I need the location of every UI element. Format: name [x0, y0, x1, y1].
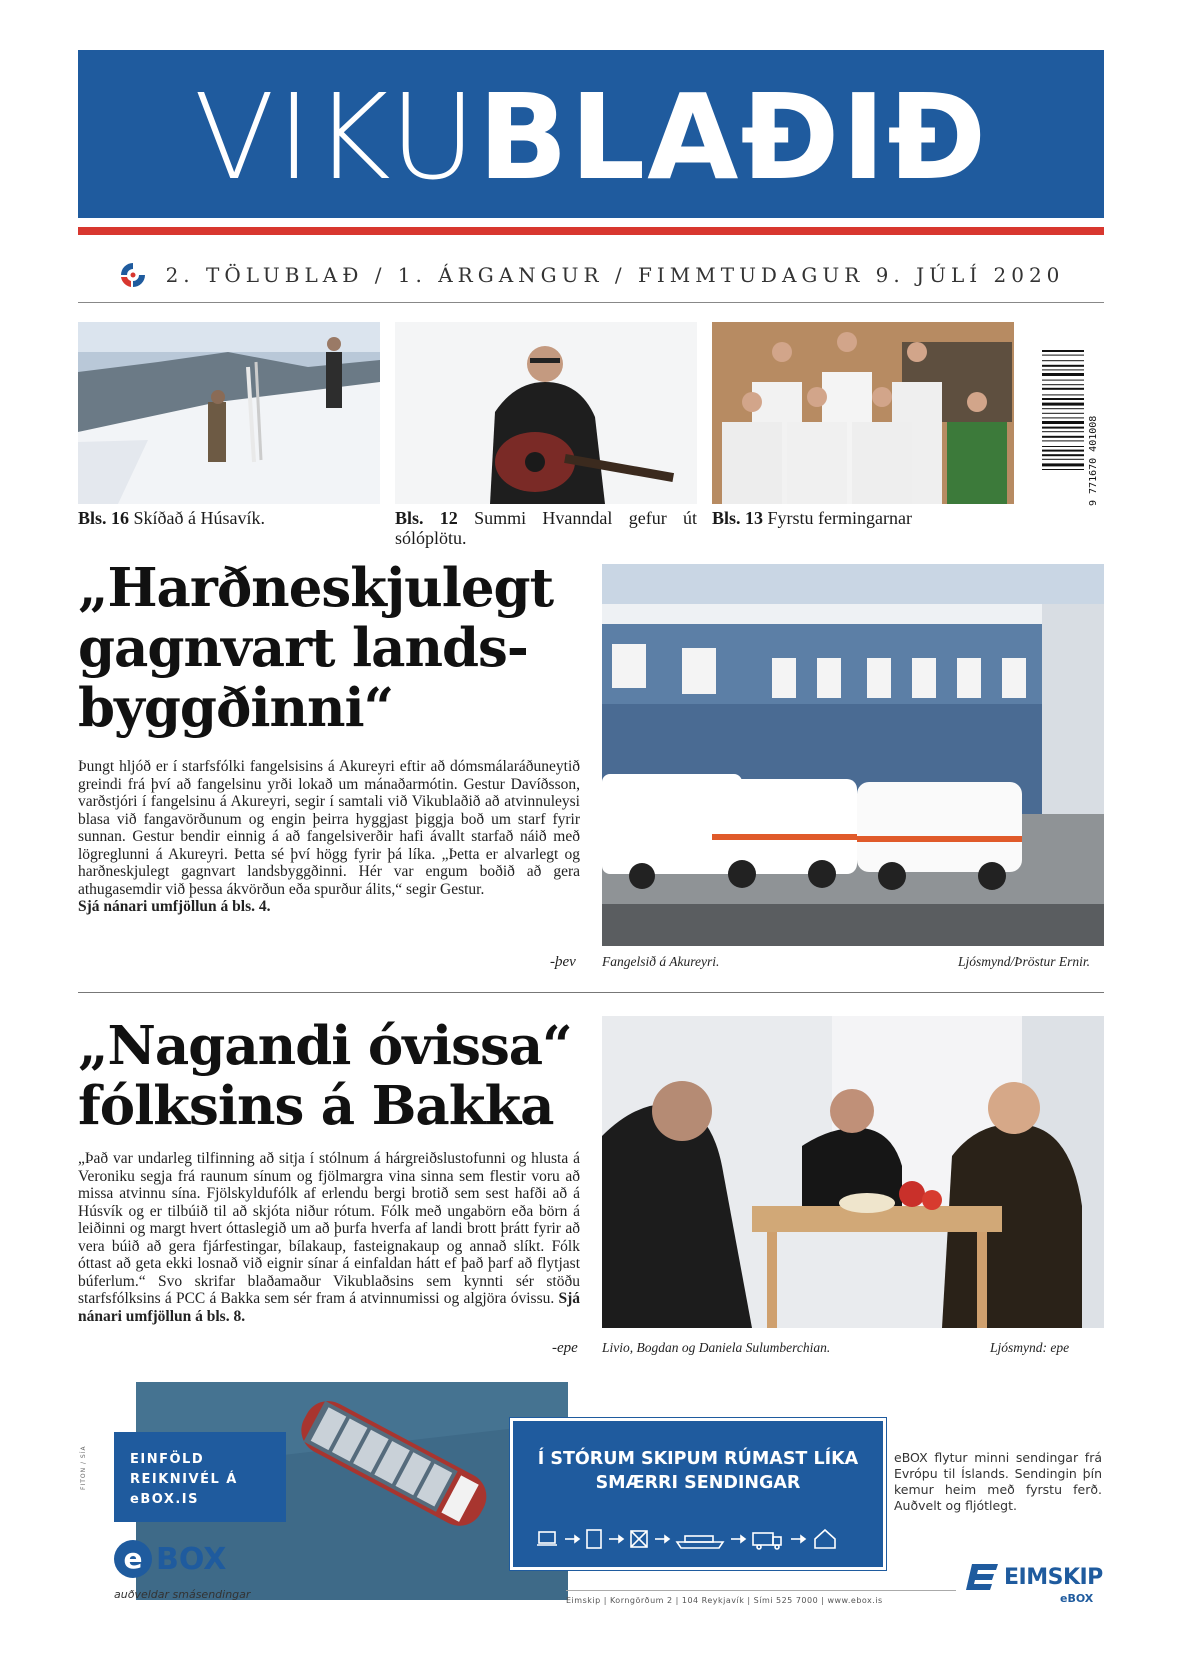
masthead-red-rule: [78, 227, 1104, 235]
barcode-number: 9 771670 401008: [1088, 415, 1099, 506]
story2-more: Sjá nánari umfjöllun á bls. 8.: [78, 1290, 580, 1325]
teaser-caption-3-page: Bls. 13: [712, 508, 764, 528]
story1-photo-prison: [602, 564, 1104, 946]
calculator-icon: [587, 1530, 601, 1548]
teaser-caption-1-text: Skíðað á Húsavík.: [129, 508, 265, 528]
story1-headline-line: „Harðneskjulegt: [78, 557, 554, 619]
story2-photo-credit: Ljósmynd: epe: [990, 1340, 1070, 1355]
ebox-logo-word: BOX: [156, 1541, 227, 1577]
story1-headline: [78, 558, 598, 738]
ad-center-heading: [513, 1447, 883, 1495]
story1-headline-line: byggðinni“: [78, 677, 394, 739]
masthead: [78, 50, 1104, 218]
masthead-title-light: VIKU: [193, 68, 478, 206]
ad-ebox-logo: [114, 1540, 226, 1578]
ship-icon: [677, 1542, 723, 1548]
ad-footer: Eimskip | Korngörðum 2 | 104 Reykjavík | Sími 525 7000 | www.ebox.is: [566, 1596, 883, 1605]
ad-calculator-panel[interactable]: [114, 1432, 286, 1522]
ad-center-panel: [510, 1418, 886, 1570]
story1-byline: -þev: [550, 954, 576, 970]
issue-rule: [78, 302, 1104, 303]
home-icon: [815, 1530, 835, 1548]
teaser-photo-confirmation: [712, 322, 1014, 504]
story1-body: [78, 758, 580, 916]
teaser-caption-2-text: Summi Hvanndal gefur út sólóplötu.: [395, 508, 697, 548]
story1-photo-caption: Fangelsið á Akureyri.: [602, 954, 720, 969]
ad-center-heading-line-2: SMÆRRI SENDINGAR: [595, 1473, 801, 1493]
issue-text: 2. TÖLUBLAÐ / 1. ÁRGANGUR / FIMMTUDAGUR 9. JÚLÍ 2020: [165, 263, 1065, 287]
barcode-image: [1040, 348, 1102, 508]
truck-icon: [753, 1533, 773, 1545]
teaser-caption-3: [712, 508, 1014, 528]
story2-headline-line: „Nagandi óvissa“: [78, 1015, 572, 1077]
story2-headline-line: fólksins á Bakka: [78, 1075, 554, 1137]
story1-more: Sjá nánari umfjöllun á bls. 4.: [78, 898, 271, 915]
story1-headline-line: gagnvart lands-: [78, 617, 528, 679]
ad-center-heading-line-1: Í STÓRUM SKIPUM RÚMAST LÍKA: [537, 1449, 859, 1469]
story1-body-text: Þungt hljóð er í starfsfólki fangelsisins á Akureyri eftir að dómsmálaráðuneytið greindi frá því að fangelsinu yrði lokað um mánaðarmótin. Gestur Davíðsson, varðstjóri í fangelsinu á Akureyri, segir í samtali við Vikublaðið að atvinnuleysi blasa við fangavörðunum og engin þeirra hyggjast þiggja boð um starf fyrir sunnan. Gestur bendir einnig á að fangelsiverðir hafi ávallt starfað náið með lögreglunni á Akureyri. Þetta sé því högg fyrir þá líka. „Þetta er alvarlegt og harðneskjulegt gagnvart landsbyggðinni. Hér var engum boðið að gera athugasemdir við þessa ákvörðun eða spurður álits,“ segir Gestur.: [78, 758, 580, 898]
story2-headline: [78, 1016, 598, 1136]
ebox-logo-icon: e: [114, 1540, 152, 1578]
laptop-icon: [539, 1532, 555, 1543]
story1-photo-credit: Ljósmynd/Þröstur Ernir.: [958, 954, 1091, 969]
issue-line: [78, 260, 1104, 290]
story2-photo-caption: Livio, Bogdan og Daniela Sulumberchian.: [602, 1340, 831, 1355]
story2-photo-family: [602, 1016, 1104, 1328]
teaser-caption-1: [78, 508, 380, 528]
ad-footer-rule: [566, 1590, 956, 1591]
ad-description: eBOX flytur minni sendingar frá Evrópu til Íslands. Sendingin þín kemur heim með fyrstu ferð. Auðvelt og fljótlegt.: [894, 1450, 1102, 1513]
eimskip-logo-icon: [966, 1562, 1000, 1592]
ad-process-flow: [537, 1527, 865, 1551]
newspaper-logo-icon: [118, 260, 148, 290]
teaser-caption-3-text: Fyrstu fermingarnar: [763, 508, 912, 528]
ad-calculator-text: EINFÖLD REIKNIVÉL Á eBOX.IS: [130, 1452, 238, 1507]
ad-side-text: FITON / SÍA: [80, 1445, 87, 1490]
story2-body: [78, 1150, 580, 1325]
eimskip-logo-text: EIMSKIP: [1004, 1564, 1103, 1590]
eimskip-logo: [966, 1562, 1103, 1592]
story2-byline: -epe: [552, 1340, 578, 1356]
section-divider: [78, 992, 1104, 993]
ad-tagline: auðveldar smásendingar: [114, 1588, 251, 1601]
teaser-photo-musician: [395, 322, 697, 504]
story2-body-text: „Það var undarleg tilfinning að sitja í stólnum á hárgreiðslustofunni og hlusta á Veroniku segja frá raunum sínum og fjölmargra vina sinna sem flestir voru að missa atvinnu sína. Fjölskyldufólk af erlendu bergi brotið sem sest hafði að á Húsvík og er tilbúið til að skjóta niður rótum. Fólk með ungabörn eða börn á leiðinni og margt hvert óttaslegið um að þurfa hverfa af landi brott þrátt fyrir að vera búið að gera fjárfestingar, bílakaup, fasteignakaup og annað slíkt. Fólk óttast að geta ekki losnað við eignir sínar á einfaldan hátt ef það þarf að flytjast búferlum.“ Svo skrifar blaðamaður Vikublaðsins sem kynnti sér stöðu starfsfólksins á PCC á Bakka sem sér fram á atvinnumissi og algjöra óvissu.: [78, 1150, 580, 1307]
teaser-caption-2-page: Bls. 12: [395, 508, 458, 528]
teaser-caption-2: [395, 508, 697, 548]
masthead-title: [78, 68, 1104, 206]
teaser-photo-skiing: [78, 322, 380, 504]
masthead-title-bold: BLAÐIÐ: [478, 68, 989, 206]
teaser-caption-1-page: Bls. 16: [78, 508, 130, 528]
eimskip-ebox-label: eBOX: [1060, 1592, 1094, 1605]
